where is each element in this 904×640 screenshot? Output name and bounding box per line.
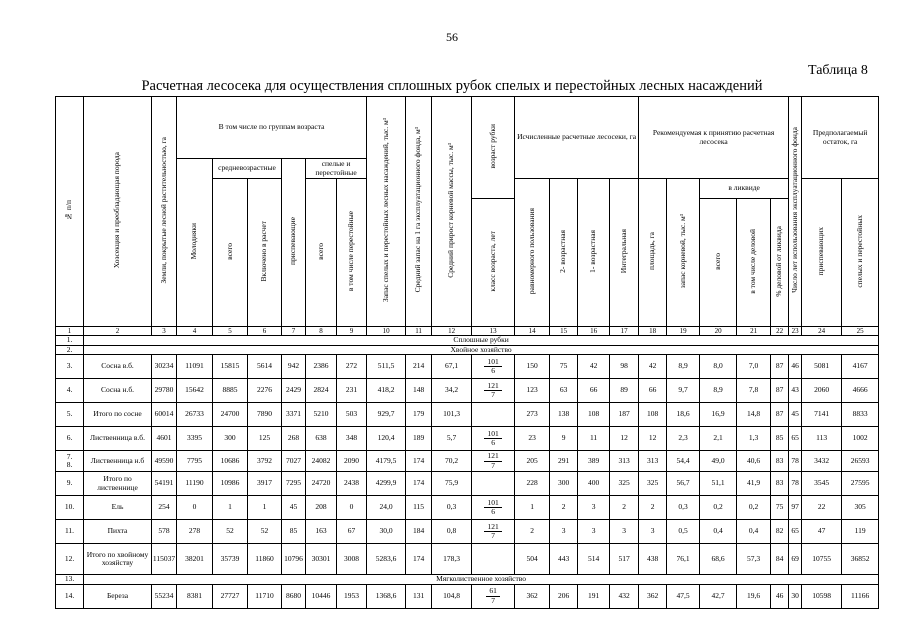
- table-row: 9. Итого по лиственнице 54191 11190 10986 3917 7295 24720 2438 4299,9 174 75,9 228 300 400 325 325 56,7 51,1 41,9 83 78 3545 27595: [56, 472, 879, 496]
- section-row: 13. Мягколиственное хозяйство: [56, 575, 879, 585]
- header-two-age: 2- возрастная: [550, 179, 578, 327]
- header-calculated-cuts: Исчисленные расчетные лесосеки, га: [515, 97, 639, 179]
- header-mid-included: Включено в расчет: [248, 179, 282, 327]
- header-ripe-overripe: спелые и перестойные: [306, 159, 367, 179]
- column-numbers-row: 1 2 3 4 5 6 7 8 9 10 11 12 13 14 15 16 17 18 19 20 21 22 23 24 25: [56, 327, 879, 336]
- header-area: площадь, га: [639, 179, 667, 327]
- table-row: 6. Лиственница в.б. 4601 3395 300 125 268 638 348 120,4 189 5,7 $\frac{101}{6}$ 23 9 11 12 12 2,3 2,1 1,3 85 65 113 1002: [56, 427, 879, 451]
- header-rest-maturing: приспевающих: [802, 179, 842, 327]
- header-root-stock: запас корневой, тыс. м³: [667, 179, 700, 327]
- table-row: 7. 8. Лиственница н.б 49590 7795 10686 3792 7027 24082 2090 4179,5 174 70,2 $\frac{121}{7}$ 205 291 389 313 313 54,4 49,0 40,6 83 78 3432 26593: [56, 451, 879, 472]
- header-integral: Интегральная: [610, 179, 639, 327]
- forest-harvest-table: [55, 96, 879, 609]
- header-middle-aged: средневозрастные: [213, 159, 282, 179]
- table-row: 11. Пихта 578 278 52 52 85 163 67 30,0 184 0,8 $\frac{121}{7}$ 2 3 3 3 3 0,5 0,4 0,4 82 65 47 119: [56, 520, 879, 544]
- section-row: 2. Хвойное хозяйство: [56, 345, 879, 355]
- table-label: Таблица 8: [808, 63, 868, 78]
- header-liquid-business: в том числе деловой: [737, 199, 771, 327]
- header-recommended-cut: Рекомендуемая к принятию расчетная лесосека: [639, 97, 789, 179]
- page-number: 56: [446, 30, 458, 44]
- header-forest-land: Земли, покрытые лесной растительностью, га: [152, 97, 177, 327]
- header-avg-stock: Средний запас на 1 га эксплуатационного фонда, м³: [406, 97, 432, 327]
- table-row: 5. Итого по сосне 60014 26733 24700 7890 3371 5210 503 929,7 179 101,3 273 138 108 187 108 18,6 16,9 14,8 87 45 7141 8833: [56, 403, 879, 427]
- header-years-use: Число лет использования эксплуатационного фонда: [789, 97, 802, 327]
- header-overripe: в том числе перестойные: [337, 179, 367, 327]
- table-row: 14. Береза 55234 8381 27727 11710 8680 10446 1953 1368,6 131 104,8 $\frac{61}{7}$ 362 206 191 432 362 47,5 42,7 19,6 46 30 10598 11166: [56, 584, 879, 608]
- header-liquid-total: всего: [700, 199, 737, 327]
- table-row: 10. Ель 254 0 1 1 45 208 0 24,0 115 0,3 $\frac{101}{6}$ 1 2 3 2 2 0,3 0,2 0,2 75 97 22 305: [56, 496, 879, 520]
- header-mid-total: всего: [213, 179, 248, 327]
- table-title: Расчетная лесосека для осуществления сплошных рубок спелых и перестойных лесных насаждений: [141, 78, 763, 94]
- header-age-class: класс возраста, лет: [472, 199, 515, 327]
- header-business-percent: % деловой от ликвида: [771, 199, 789, 327]
- header-section-species: Хозсекция и преобладающая порода: [84, 97, 152, 327]
- header-liquid: в ликвиде: [700, 179, 789, 199]
- header-cutting-age: возраст рубки: [472, 97, 515, 199]
- section-row: 1. Сплошные рубки: [56, 336, 879, 346]
- header-number: № п/п: [56, 97, 84, 327]
- header-ripe-stock: Запас спелых и перестойных лесных насаждений, тыс. м³: [367, 97, 406, 327]
- header-avg-growth: Средний прирост корневой массы, тыс. м³: [432, 97, 472, 327]
- header-one-age: 1- возрастная: [578, 179, 610, 327]
- header-uniform: равномерного пользования: [515, 179, 550, 327]
- table-row: 3. Сосна в.б. 30234 11091 15815 5614 942 2386 272 511,5 214 67,1 $\frac{101}{6}$ 150 75 42 98 42 8,9 8,0 7,0 87 46 5081 4167: [56, 355, 879, 379]
- header-young: Молодняки: [177, 159, 213, 327]
- table-row: 12. Итого по хвойному хозяйству 115037 38201 35739 11860 10796 30301 3008 5283,6 174 178,3 504 443 514 517 438 76,1 68,6 57,3 84 69 10755 36852: [56, 544, 879, 575]
- header-ripe-total: всего: [306, 179, 337, 327]
- header-maturing: приспевающие: [282, 159, 306, 327]
- table-row: 4. Сосна н.б. 29780 15642 8885 2276 2429 2824 231 418,2 148 34,2 $\frac{121}{7}$ 123 63 66 89 66 9,7 8,9 7,8 87 43 2060 4666: [56, 379, 879, 403]
- header-rest-ripe: спелых и перестойных: [842, 179, 879, 327]
- header-expected-remainder: Предполагаемый остаток, га: [802, 97, 879, 179]
- header-age-groups: В том числе по группам возраста: [177, 97, 367, 159]
